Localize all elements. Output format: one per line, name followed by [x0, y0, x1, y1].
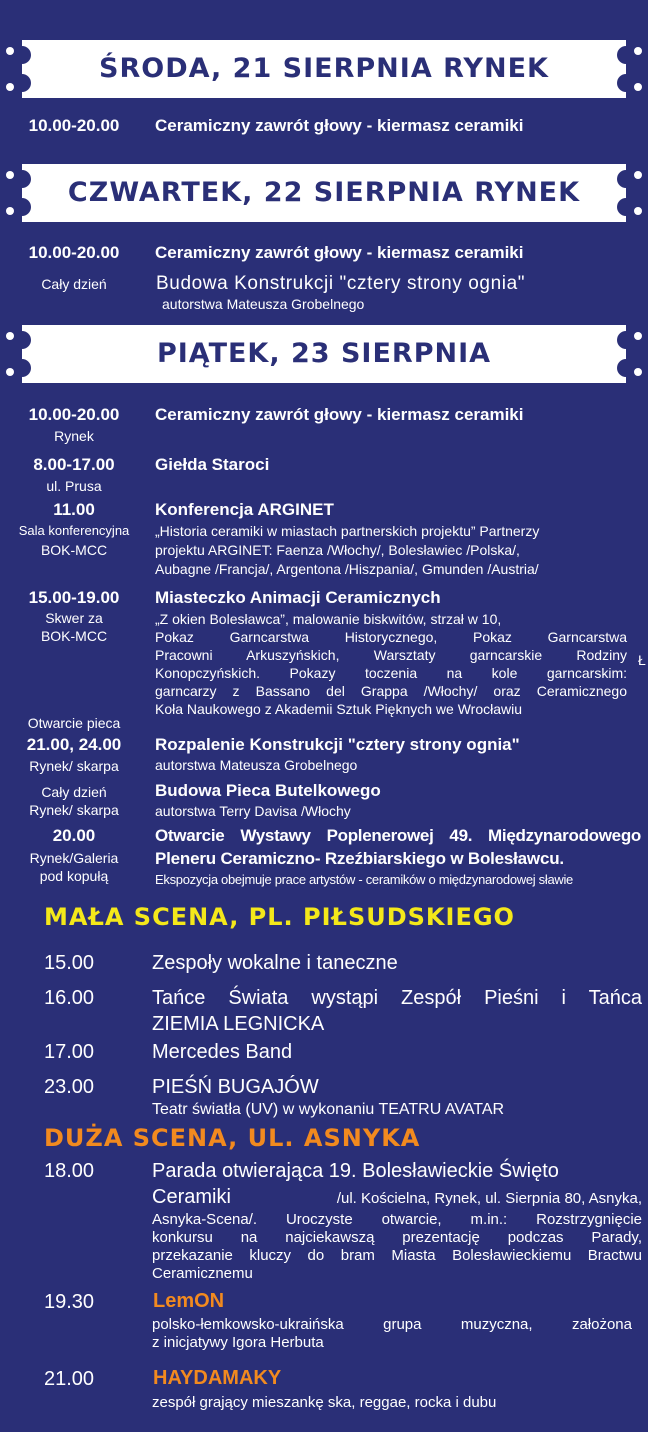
event-time: 16.00	[44, 987, 95, 1009]
event-place: pod kopułą	[39, 868, 109, 884]
stage-header: DUŻA SCENA, UL. ASNYKA	[44, 1124, 421, 1152]
event-desc: Koła Naukowego z Akademii Sztuk Pięknych we Wrocławiu	[155, 701, 523, 717]
stage-header: MAŁA SCENA, PL. PIŁSUDSKIEGO	[44, 903, 515, 931]
event-desc: autorstwa Mateusza Grobelnego	[155, 757, 358, 773]
event-desc: Teatr światła (UV) w wykonaniu TEATRU AVATAR	[152, 1101, 505, 1118]
event-desc: Pokaz Garncarstwa Historycznego, Pokaz Garncarstwa	[155, 629, 627, 645]
event-title: Ceramiki	[152, 1186, 231, 1208]
day-banner-wednesday	[0, 40, 648, 98]
event-time: 10.00-20.00	[28, 116, 120, 135]
event-title: Zespoły wokalne i taneczne	[152, 952, 398, 974]
event-desc: Aubagne /Francja/, Argentona /Hiszpania/, Gmunden /Austria/	[155, 561, 539, 577]
event-desc: przekazanie kluczy do bram Miasta Bolesławieckiemu Bractwu	[152, 1247, 642, 1264]
event-time: Cały dzień	[41, 784, 107, 800]
event-title: Miasteczko Animacji Ceramicznych	[155, 588, 441, 607]
event-title: Ceramiczny zawrót głowy - kiermasz ceramiki	[155, 243, 524, 262]
event-desc: autorstwa Terry Davisa /Włochy	[155, 803, 351, 819]
event-place: BOK-MCC	[40, 628, 108, 644]
event-desc: konkursu na najciekawszą prezentację podczas Parady,	[152, 1229, 642, 1246]
event-desc: projektu ARGINET: Faenza /Włochy/, Bolesławiec /Polska/,	[155, 542, 520, 558]
event-time: 17.00	[44, 1041, 95, 1063]
event-title: ZIEMIA LEGNICKA	[152, 1013, 325, 1035]
event-title: Ceramiczny zawrót głowy - kiermasz ceramiki	[155, 116, 524, 135]
event-place: Rynek/Galeria	[29, 850, 119, 866]
event-title: Pleneru Ceramiczno- Rzeźbiarskiego w Bolesławcu.	[155, 849, 564, 868]
event-title: Giełda Staroci	[155, 455, 270, 474]
event-desc: Pracowni Arkuszyńskich, Warsztaty garncarskie Rodziny	[155, 647, 627, 663]
event-desc: z inicjatywy Igora Herbuta	[152, 1334, 324, 1351]
event-place: BOK-MCC	[40, 542, 108, 558]
event-time: 15.00-19.00	[28, 588, 120, 607]
event-time: 8.00-17.00	[33, 455, 115, 474]
event-title: Mercedes Band	[152, 1041, 293, 1063]
event-title: Otwarcie Wystawy Poplenerowej 49. Międzynarodowego	[155, 826, 641, 845]
event-time: 11.00	[53, 500, 95, 519]
event-title: Tańce Świata wystąpi Zespół Pieśni i Tańca	[152, 987, 642, 1009]
event-desc: Konopczyńskich. Pokazy toczenia na kole garncarskim:	[155, 665, 627, 681]
event-title: Rozpalenie Konstrukcji "cztery strony ognia"	[155, 735, 520, 754]
event-desc: zespół grający mieszankę ska, reggae, rocka i dubu	[152, 1394, 497, 1411]
event-title: Budowa Pieca Butelkowego	[155, 781, 381, 800]
day-banner-friday	[0, 325, 648, 383]
event-time: 10.00-20.00	[28, 243, 120, 262]
event-desc: „Z okien Bolesławca”, malowanie biskwitów, strzał w 10,	[155, 611, 502, 627]
event-title: Konferencja ARGINET	[155, 500, 334, 519]
event-desc: „Historia ceramiki w miastach partnerskich projektu” Partnerzy	[155, 523, 540, 539]
event-place: ul. Prusa	[46, 478, 102, 494]
event-time: 21.00	[44, 1368, 95, 1390]
event-place: Rynek	[54, 428, 94, 444]
event-desc: polsko-łemkowsko-ukraińska grupa muzyczna, założona	[152, 1316, 632, 1333]
day-title: CZWARTEK, 22 SIERPNIA RYNEK	[67, 177, 581, 208]
event-time: 10.00-20.00	[28, 405, 120, 424]
event-time: 18.00	[44, 1160, 95, 1182]
event-title: Budowa Konstrukcji "cztery strony ognia"	[156, 273, 526, 294]
event-desc: garncarzy z Bassano del Grappa /Włochy/ oraz Ceramicznego	[155, 683, 627, 699]
event-time: 20.00	[52, 826, 96, 845]
edge-letter: Ł	[638, 652, 646, 668]
event-desc: Ekspozycja obejmuje prace artystów - ceramików o międzynarodowej sławie	[155, 872, 573, 887]
event-place: Sala konferencyjna	[18, 523, 130, 538]
event-title: Parada otwierająca 19. Bolesławieckie Święto	[152, 1160, 559, 1182]
event-pre-label: Otwarcie pieca	[27, 715, 121, 731]
event-time: Cały dzień	[41, 276, 107, 292]
day-title: PIĄTEK, 23 SIERPNIA	[156, 338, 492, 369]
day-banner-thursday	[0, 164, 648, 222]
event-place: Skwer za	[45, 610, 103, 626]
event-desc: autorstwa Mateusza Grobelnego	[162, 296, 365, 312]
event-title: Ceramiczny zawrót głowy - kiermasz ceramiki	[155, 405, 524, 424]
event-place: Rynek/ skarpa	[29, 802, 119, 818]
event-desc: Ceramicznemu	[152, 1265, 253, 1282]
event-time: 21.00, 24.00	[26, 735, 122, 754]
event-title: PIEŚŃ BUGAJÓW	[152, 1076, 319, 1098]
event-time: 15.00	[44, 952, 95, 974]
event-desc: Asnyka-Scena/. Uroczyste otwarcie, m.in.: Rozstrzygnięcie	[152, 1211, 642, 1228]
event-title-line	[152, 1186, 642, 1209]
event-time: 19.30	[44, 1291, 95, 1313]
event-place: Rynek/ skarpa	[29, 758, 119, 774]
event-desc: /ul. Kościelna, Rynek, ul. Sierpnia 80, Asnyka,	[336, 1190, 642, 1207]
event-title: LemON	[153, 1290, 225, 1312]
day-title: ŚRODA, 21 SIERPNIA RYNEK	[99, 53, 549, 84]
event-title: HAYDAMAKY	[153, 1367, 282, 1389]
event-time: 23.00	[44, 1076, 95, 1098]
